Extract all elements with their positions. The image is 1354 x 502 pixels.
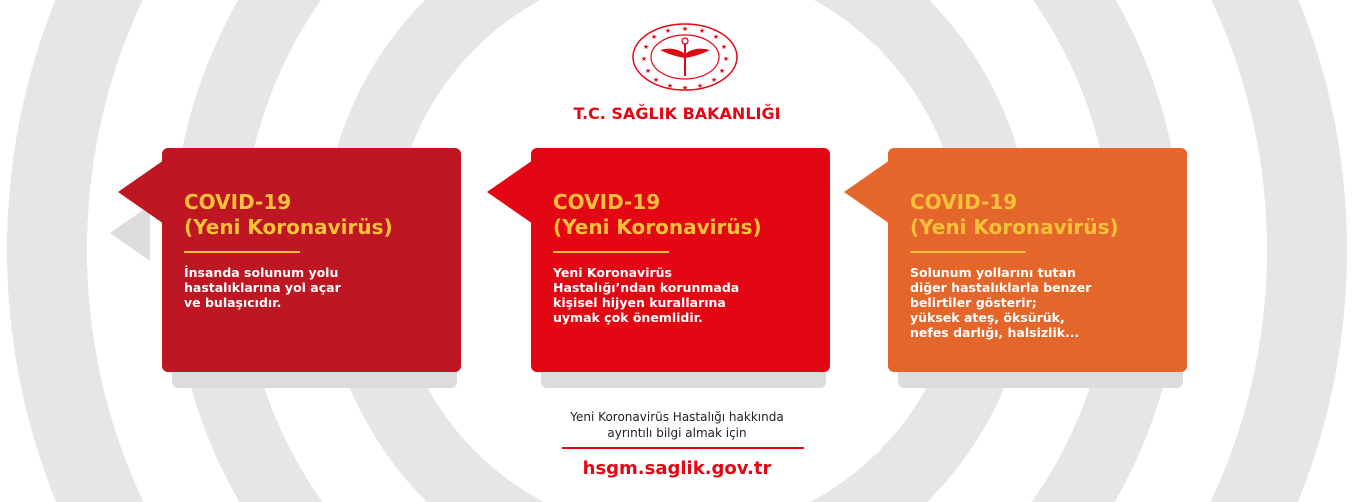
svg-text:★: ★ (650, 33, 658, 41)
website-link[interactable]: hsgm.saglik.gov.tr (582, 458, 772, 479)
card-body: Solunum yollarını tutan diğer hastalıklarla benzer belirtiler gösterir; yüksek ateş, öksürük, nefes darlığı, halsizlik... (910, 265, 1092, 340)
svg-text:★: ★ (681, 25, 689, 33)
svg-text:★: ★ (698, 27, 706, 35)
svg-text:★: ★ (666, 82, 674, 90)
card-title-line2: (Yeni Koronavirüs) (910, 215, 1119, 239)
card-body: İnsanda solunum yolu hastalıklarına yol açar ve bulaşıcıdır. (184, 265, 341, 310)
card-title (553, 190, 762, 240)
ministry-emblem-icon (630, 22, 740, 92)
card-title-line1: COVID-19 (910, 190, 1018, 214)
info-card-1 (162, 148, 461, 372)
card-divider (910, 251, 1026, 253)
card-shadow (172, 372, 457, 388)
card-title-line2: (Yeni Koronavirüs) (184, 215, 393, 239)
card-pointer (844, 160, 890, 224)
footer-divider (562, 447, 804, 449)
card-title-line1: COVID-19 (553, 190, 661, 214)
svg-text:★: ★ (642, 43, 650, 51)
svg-text:★: ★ (696, 82, 704, 90)
info-card-3 (888, 148, 1187, 372)
card-pointer (118, 160, 164, 224)
card-title (184, 190, 393, 240)
svg-text:★: ★ (712, 33, 720, 41)
svg-text:★: ★ (640, 55, 648, 63)
info-card-2 (531, 148, 830, 372)
card-title-line1: COVID-19 (184, 190, 292, 214)
svg-text:★: ★ (652, 76, 660, 84)
card-divider (184, 251, 300, 253)
svg-text:★: ★ (681, 84, 689, 92)
card-title (910, 190, 1119, 240)
svg-text:★: ★ (722, 55, 730, 63)
ministry-name: T.C. SAĞLIK BAKANLIĞI (573, 104, 781, 123)
card-divider (553, 251, 669, 253)
svg-text:★: ★ (710, 76, 718, 84)
svg-text:★: ★ (718, 67, 726, 75)
svg-text:★: ★ (644, 67, 652, 75)
card-body: Yeni Koronavirüs Hastalığı’ndan korunmada kişisel hijyen kurallarına uymak çok önemlidir. (553, 265, 740, 325)
info-text: Yeni Koronavirüs Hastalığı hakkında ayrıntılı bilgi almak için (570, 410, 784, 440)
card-pointer (487, 160, 533, 224)
card-title-line2: (Yeni Koronavirüs) (553, 215, 762, 239)
svg-text:★: ★ (720, 43, 728, 51)
card-shadow (541, 372, 826, 388)
card-shadow (898, 372, 1183, 388)
svg-text:★: ★ (664, 27, 672, 35)
